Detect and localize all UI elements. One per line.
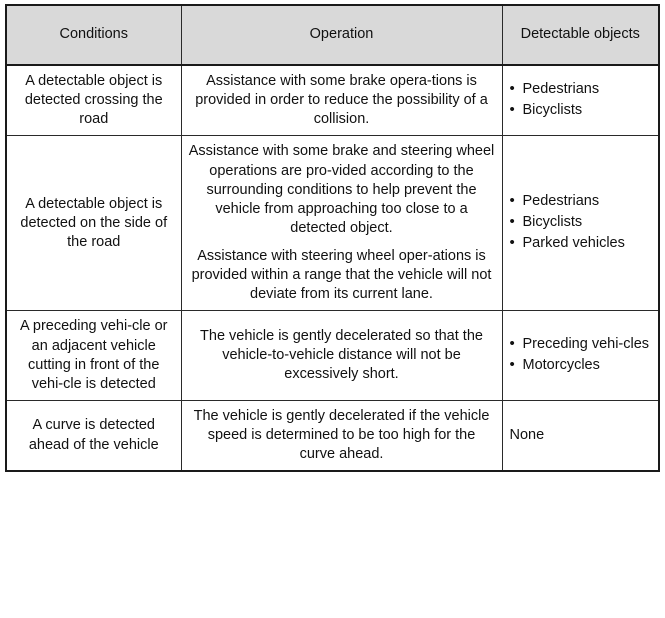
- table-row: [6, 311, 659, 401]
- cell-operation: [181, 65, 502, 136]
- detectable-objects-list: [510, 335, 652, 375]
- cell-condition: A detectable object is detected crossing the road: [6, 65, 181, 136]
- cell-detectable-objects: [502, 400, 659, 471]
- list-item: • Bicyclists: [510, 101, 652, 120]
- list-item: • Pedestrians: [510, 80, 652, 99]
- operation-paragraph: Assistance with steering wheel oper-ations is provided within a range that the vehicle will not deviate from its current lane.: [191, 248, 492, 303]
- cell-condition: A curve is detected ahead of the vehicle: [6, 400, 181, 471]
- table-row: [6, 65, 659, 136]
- detectable-objects-list: [510, 80, 652, 120]
- operation-paragraph: Assistance with some brake and steering wheel operations are pro-vided according to the surrounding conditions to help prevent the vehicle from approaching too close to a detected object.: [188, 143, 495, 236]
- list-item: • Pedestrians: [510, 192, 652, 211]
- list-item: • Parked vehicles: [510, 234, 652, 253]
- cell-operation: [181, 311, 502, 401]
- cell-detectable-objects: [502, 136, 659, 311]
- list-item: • Bicyclists: [510, 213, 652, 232]
- detectable-objects-text: None: [509, 427, 545, 443]
- cell-detectable-objects: [502, 65, 659, 136]
- list-item: • Preceding vehi-cles: [510, 335, 652, 354]
- column-header-conditions: Conditions: [6, 5, 181, 65]
- cell-condition: A preceding vehi-cle or an adjacent vehicle cutting in front of the vehi-cle is detected: [6, 311, 181, 401]
- detectable-objects-list: [510, 192, 652, 253]
- column-header-operation: Operation: [181, 5, 502, 65]
- cell-condition: A detectable object is detected on the side of the road: [6, 136, 181, 311]
- cell-operation: [181, 136, 502, 311]
- table-row: [6, 400, 659, 471]
- table-body: [6, 65, 659, 471]
- list-item: • Motorcycles: [510, 356, 652, 375]
- table-row: [6, 136, 659, 311]
- cell-detectable-objects: [502, 311, 659, 401]
- column-header-detectable-objects: Detectable objects: [502, 5, 659, 65]
- table-header: [6, 5, 659, 65]
- cell-operation: [181, 400, 502, 471]
- operation-paragraph: Assistance with some brake opera-tions is provided in order to reduce the possibility of a collision.: [195, 73, 488, 128]
- operation-paragraph: The vehicle is gently decelerated if the vehicle speed is determined to be too high for the curve ahead.: [193, 407, 490, 463]
- operation-paragraph: The vehicle is gently decelerated so that the vehicle-to-vehicle distance will not be excessively short.: [200, 327, 483, 383]
- table-header-row: [6, 5, 659, 65]
- specification-table: [5, 4, 660, 472]
